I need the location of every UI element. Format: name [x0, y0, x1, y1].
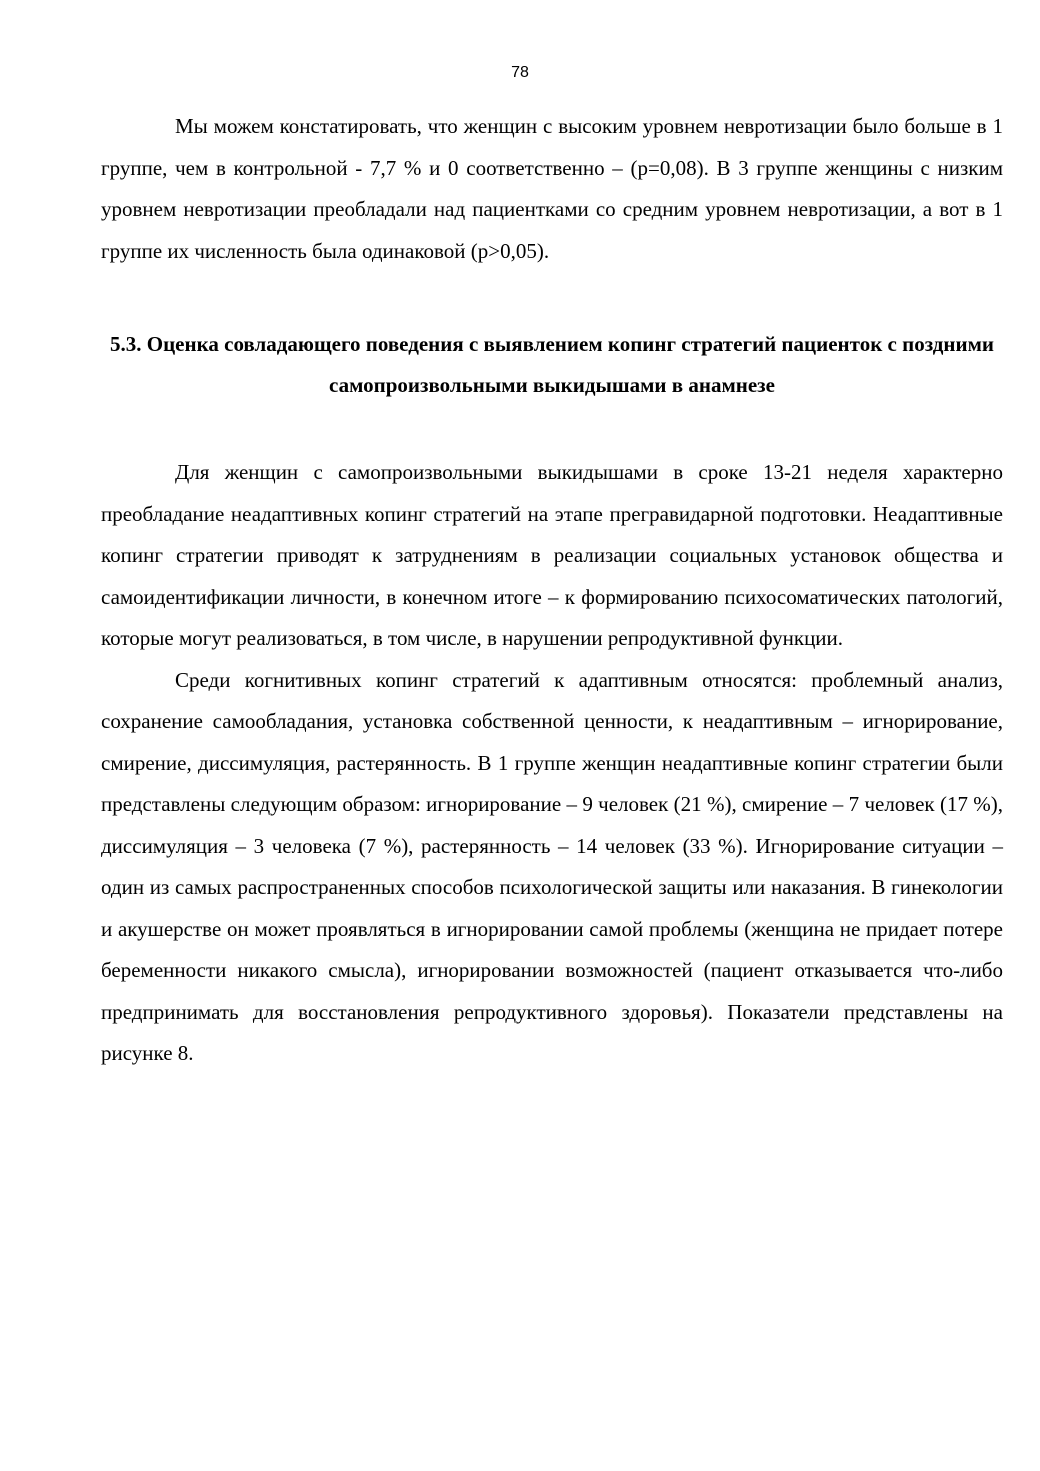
section-heading: 5.3. Оценка совладающего поведения с выявлением копинг стратегий пациенток с поздними самопроизвольными выкидышами в анамнезе [109, 332, 994, 397]
paragraph: Среди когнитивных копинг стратегий к адаптивным относятся: проблемный анализ, сохранение самообладания, установка собственной ценности, к неадаптивным – игнорирование, смирение, диссимуляция, растерянность. В 1 группе женщин неадаптивные копинг стратегии были представлены следующим образом: игнорирование – 9 человек (21 %), смирение – 7 человек (17 %), диссимуляция – 3 человека (7 %), растерянность – 14 человек (33 %). Игнорирование ситуации – один из самых распространенных способов психологической защиты или наказания. В гинекологии и акушерстве он может проявляться в игнорировании самой проблемы (женщина не придает потере беременности никакого смысла), игнорировании возможностей (пациент отказывается что-либо предпринимать для восстановления репродуктивного здоровья). Показатели представлены на рисунке 8. [101, 667, 1003, 1065]
page-number: 78 [511, 64, 529, 81]
paragraph: Для женщин с самопроизвольными выкидышами в сроке 13-21 неделя характерно преобладание неадаптивных копинг стратегий на этапе прегравидарной подготовки. Неадаптивные копинг стратегии приводят к затруднениям в реализации социальных установок общества и самоидентификации личности, в конечном итоге – к формированию психосоматических патологий, которые могут реализоваться, в том числе, в нарушении репродуктивной функции. [101, 460, 1003, 650]
page-content [101, 106, 1003, 1075]
paragraph: Мы можем констатировать, что женщин с высоким уровнем невротизации было больше в 1 группе, чем в контрольной - 7,7 % и 0 соответственно – (р=0,08). В 3 группе женщины с низким уровнем невротизации преобладали над пациентками со средним уровнем невротизации, а вот в 1 группе их численность была одинаковой (р>0,05). [101, 114, 1003, 263]
